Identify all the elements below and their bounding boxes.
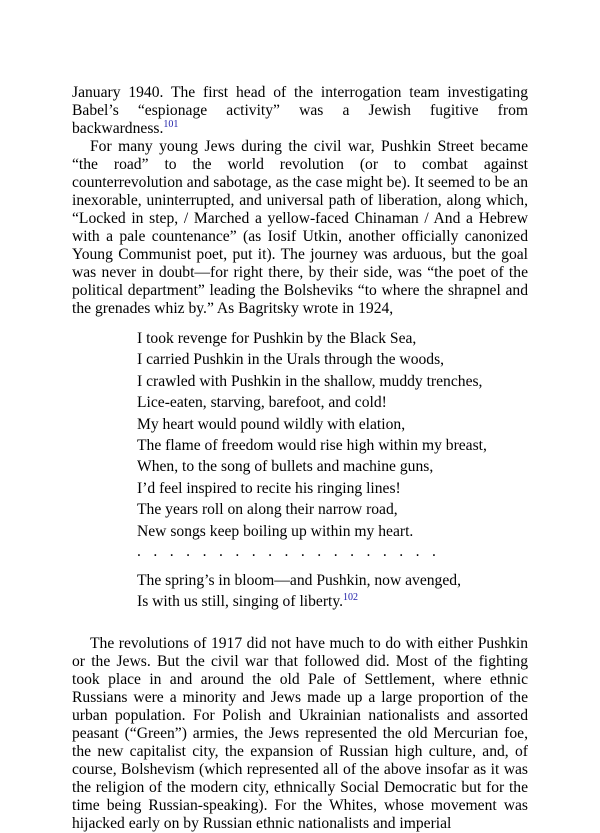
ellipsis-dot: . (202, 542, 207, 560)
ellipsis-dot: . (169, 542, 174, 560)
poem-line: New songs keep boiling up within my heart. (137, 522, 414, 540)
poem-block (137, 328, 528, 613)
ellipsis-dot: . (350, 542, 354, 560)
ellipsis-dot: . (366, 542, 371, 560)
stanza-gap (137, 562, 528, 570)
ellipsis-dot: . (251, 542, 256, 560)
poem-ellipsis (137, 542, 528, 562)
ellipsis-dot: . (382, 542, 387, 560)
poem-line: Lice-eaten, starving, barefoot, and cold! (137, 394, 387, 412)
poem-line: I carried Pushkin in the Urals through the woods, (137, 351, 445, 369)
poem-line: I took revenge for Pushkin by the Black Sea, (137, 330, 417, 347)
footnote-ref-101[interactable]: 101 (163, 118, 179, 130)
paragraph-3 (72, 635, 528, 833)
ellipsis-dot: . (153, 542, 158, 560)
page-body (72, 84, 528, 833)
ellipsis-dot: . (317, 542, 322, 560)
paragraph-3-text: The revolutions of 1917 did not have much to do with either Pushkin or the Jews. But the civil war that followed did. Most of the fighting took place in and around the old Pale of Settlement, where ethnic Russians were a minority and Jews made up a large proportion of the urban population. For Polish and Ukrainian nationalists and assorted peasant (“Green”) armies, the Jews represented the old Mercurian foe, the new capitalist city, the expansion of Russian high culture, and, of course, Bolshevism (which represented all of the above insofar as it was the religion of the modern city, ethnically Social Democratic but for the time being Russian-speaking). For the Whites, whose movement was hijacked early on by Russian ethnic nationalists and imperial (72, 634, 528, 832)
ellipsis-dot: . (432, 542, 436, 560)
poem-line: The spring’s in bloom—and Pushkin, now avenged, (137, 571, 461, 589)
ellipsis-dot: . (137, 542, 141, 560)
paragraph-2-text: For many young Jews during the civil war, Pushkin Street became “the road” to the world revolution (or to combat against counterrevolution and sabotage, as the case might be). It seemed to be an inexorable, uninterrupted, and universal path of liberation, along which, “Locked in step, / Marched a yellow-faced Chinaman / And a Hebrew with a pale countenance” (as Iosif Utkin, another officially canonized Young Communist poet, put it). The journey was arduous, but the goal was never in doubt—for right there, by their side, was “the poet of the political department” leading the Bolsheviks “to where the shrapnel and the grenades whiz by.” As Bagritsky wrote in 1924, (72, 138, 528, 317)
paragraph-1 (72, 84, 528, 138)
paragraph-1-text: January 1940. The first head of the interrogation team investigating Babel’s “espionage activity” was a Jewish fugitive from backwardness. (72, 84, 528, 137)
ellipsis-dot: . (399, 542, 404, 560)
ellipsis-dot: . (415, 542, 420, 560)
poem-line: The flame of freedom would rise high within my breast, (137, 436, 487, 454)
poem-line: I crawled with Pushkin in the shallow, muddy trenches, (137, 372, 483, 390)
footnote-ref-102[interactable]: 102 (343, 592, 359, 604)
ellipsis-dot: . (235, 542, 240, 560)
ellipsis-dot: . (284, 542, 289, 560)
ellipsis-dot: . (268, 542, 273, 560)
ellipsis-dot: . (333, 542, 338, 560)
poem-line-text: Is with us still, singing of liberty. (137, 593, 344, 611)
ellipsis-dot: . (218, 542, 223, 560)
poem-line: When, to the song of bullets and machine guns, (137, 458, 434, 476)
poem-line-last (137, 591, 528, 612)
ellipsis-dot: . (186, 542, 191, 560)
paragraph-2 (72, 138, 528, 318)
ellipsis-dot: . (300, 542, 305, 560)
poem-line: My heart would pound wildly with elation, (137, 415, 406, 433)
poem-line: I’d feel inspired to recite his ringing lines! (137, 479, 401, 497)
poem-line: The years roll on along their narrow road, (137, 501, 398, 519)
